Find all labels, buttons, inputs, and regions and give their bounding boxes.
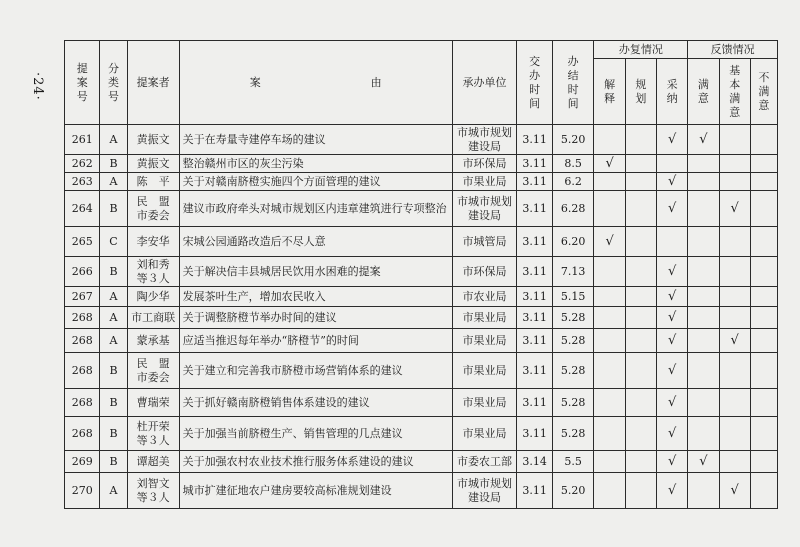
handover-time-cell: 3.11 [517, 173, 552, 191]
completion-time-cell: 8.5 [552, 155, 594, 173]
explain-check [594, 287, 625, 307]
header-feedback-group: 反馈情况 [688, 41, 778, 59]
completion-time-cell: 5.20 [552, 473, 594, 509]
explain-check [594, 191, 625, 227]
adopt-check: √ [657, 287, 688, 307]
proposal-no-cell: 269 [65, 451, 100, 473]
explain-check: √ [594, 155, 625, 173]
subject-cell: 关于建立和完善我市脐橙市场营销体系的建议 [179, 353, 452, 389]
category-cell: B [100, 389, 127, 417]
satisfied-check [688, 257, 719, 287]
satisfied-check [688, 329, 719, 353]
handling-unit-cell: 市城市规划建设局 [452, 473, 517, 509]
proposal-no-cell: 268 [65, 329, 100, 353]
basic-satisfied-check [719, 451, 750, 473]
handling-unit-cell: 市果业局 [452, 307, 517, 329]
adopt-check: √ [657, 329, 688, 353]
page-number: ·24· [30, 72, 45, 101]
handling-unit-cell: 市环保局 [452, 155, 517, 173]
unsatisfied-check [750, 227, 777, 257]
completion-time-cell: 5.5 [552, 451, 594, 473]
unsatisfied-check [750, 329, 777, 353]
category-cell: A [100, 329, 127, 353]
satisfied-check [688, 307, 719, 329]
table-row [65, 473, 778, 509]
category-cell: B [100, 417, 127, 451]
handover-time-cell: 3.11 [517, 329, 552, 353]
unsatisfied-check [750, 155, 777, 173]
table-row [65, 417, 778, 451]
basic-satisfied-check [719, 257, 750, 287]
handling-unit-cell: 市农业局 [452, 287, 517, 307]
category-cell: A [100, 307, 127, 329]
handling-unit-cell: 市环保局 [452, 257, 517, 287]
header-basic-satisfied: 基 本 满 意 [719, 59, 750, 125]
completion-time-cell: 5.28 [552, 329, 594, 353]
table-row [65, 155, 778, 173]
satisfied-check [688, 191, 719, 227]
unsatisfied-check [750, 389, 777, 417]
table-body [65, 125, 778, 509]
satisfied-check [688, 155, 719, 173]
subject-cell: 关于加强农村农业技术推行服务体系建设的建议 [179, 451, 452, 473]
adopt-check [657, 227, 688, 257]
explain-check [594, 329, 625, 353]
adopt-check: √ [657, 257, 688, 287]
handling-unit-cell: 市果业局 [452, 173, 517, 191]
satisfied-check [688, 353, 719, 389]
category-cell: B [100, 353, 127, 389]
proposal-no-cell: 263 [65, 173, 100, 191]
proposal-no-cell: 268 [65, 417, 100, 451]
explain-check [594, 173, 625, 191]
basic-satisfied-check [719, 389, 750, 417]
adopt-check: √ [657, 389, 688, 417]
unsatisfied-check [750, 307, 777, 329]
unsatisfied-check [750, 473, 777, 509]
explain-check [594, 389, 625, 417]
proposer-cell: 民 盟 市委会 [127, 191, 179, 227]
satisfied-check [688, 417, 719, 451]
adopt-check: √ [657, 353, 688, 389]
handover-time-cell: 3.11 [517, 287, 552, 307]
plan-check [625, 417, 656, 451]
subject-cell: 关于解决信丰县城居民饮用水困难的提案 [179, 257, 452, 287]
adopt-check: √ [657, 473, 688, 509]
proposer-cell: 陶少华 [127, 287, 179, 307]
proposer-cell: 陈 平 [127, 173, 179, 191]
subject-cell: 关于抓好赣南脐橙销售体系建设的建议 [179, 389, 452, 417]
completion-time-cell: 5.28 [552, 389, 594, 417]
handover-time-cell: 3.11 [517, 155, 552, 173]
header-handover-time: 交 办 时 间 [517, 41, 552, 125]
handover-time-cell: 3.11 [517, 191, 552, 227]
adopt-check [657, 155, 688, 173]
proposal-no-cell: 264 [65, 191, 100, 227]
proposal-no-cell: 268 [65, 389, 100, 417]
proposer-cell: 民 盟 市委会 [127, 353, 179, 389]
category-cell: B [100, 191, 127, 227]
satisfied-check: √ [688, 451, 719, 473]
completion-time-cell: 5.15 [552, 287, 594, 307]
unsatisfied-check [750, 451, 777, 473]
handling-unit-cell: 市果业局 [452, 389, 517, 417]
handover-time-cell: 3.11 [517, 257, 552, 287]
explain-check [594, 473, 625, 509]
handling-unit-cell: 市果业局 [452, 353, 517, 389]
unsatisfied-check [750, 417, 777, 451]
proposal-no-cell: 268 [65, 307, 100, 329]
header-completion-time: 办 结 时 间 [552, 41, 594, 125]
explain-check [594, 353, 625, 389]
completion-time-cell: 6.20 [552, 227, 594, 257]
satisfied-check [688, 227, 719, 257]
adopt-check: √ [657, 173, 688, 191]
header-explain: 解 释 [594, 59, 625, 125]
plan-check [625, 257, 656, 287]
header-satisfied: 满 意 [688, 59, 719, 125]
explain-check [594, 307, 625, 329]
adopt-check: √ [657, 451, 688, 473]
completion-time-cell: 5.20 [552, 125, 594, 155]
header-adopt: 采 纳 [657, 59, 688, 125]
table-row [65, 307, 778, 329]
adopt-check: √ [657, 417, 688, 451]
handover-time-cell: 3.11 [517, 389, 552, 417]
table-row [65, 287, 778, 307]
explain-check: √ [594, 227, 625, 257]
basic-satisfied-check [719, 173, 750, 191]
completion-time-cell: 5.28 [552, 353, 594, 389]
basic-satisfied-check [719, 287, 750, 307]
proposer-cell: 市工商联 [127, 307, 179, 329]
proposer-cell: 黄振文 [127, 155, 179, 173]
plan-check [625, 155, 656, 173]
category-cell: A [100, 125, 127, 155]
basic-satisfied-check [719, 227, 750, 257]
header-proposer: 提案者 [127, 41, 179, 125]
table-row [65, 227, 778, 257]
completion-time-cell: 5.28 [552, 417, 594, 451]
completion-time-cell: 6.28 [552, 191, 594, 227]
handover-time-cell: 3.11 [517, 307, 552, 329]
handling-unit-cell: 市果业局 [452, 329, 517, 353]
adopt-check: √ [657, 125, 688, 155]
proposer-cell: 刘智文 等３人 [127, 473, 179, 509]
subject-cell: 整治赣州市区的灰尘污染 [179, 155, 452, 173]
proposer-cell: 谭超美 [127, 451, 179, 473]
satisfied-check [688, 473, 719, 509]
table-row [65, 125, 778, 155]
table-row [65, 257, 778, 287]
proposal-no-cell: 268 [65, 353, 100, 389]
category-cell: A [100, 473, 127, 509]
proposal-no-cell: 265 [65, 227, 100, 257]
subject-cell: 关于在寿量寺建停车场的建议 [179, 125, 452, 155]
header-unsatisfied: 不 满 意 [750, 59, 777, 125]
header-subject: 案 由 [179, 41, 452, 125]
subject-cell: 关于调整脐橙节举办时间的建议 [179, 307, 452, 329]
header-plan: 规 划 [625, 59, 656, 125]
unsatisfied-check [750, 191, 777, 227]
unsatisfied-check [750, 287, 777, 307]
plan-check [625, 227, 656, 257]
plan-check [625, 473, 656, 509]
handover-time-cell: 3.11 [517, 417, 552, 451]
proposal-no-cell: 270 [65, 473, 100, 509]
subject-cell: 关于加强当前脐橙生产、销售管理的几点建议 [179, 417, 452, 451]
header-reply-group: 办复情况 [594, 41, 688, 59]
table-row [65, 173, 778, 191]
category-cell: B [100, 155, 127, 173]
handover-time-cell: 3.14 [517, 451, 552, 473]
unsatisfied-check [750, 125, 777, 155]
subject-cell: 建议市政府牵头对城市规划区内违章建筑进行专项整治 [179, 191, 452, 227]
unsatisfied-check [750, 257, 777, 287]
satisfied-check [688, 287, 719, 307]
table-row [65, 191, 778, 227]
plan-check [625, 307, 656, 329]
basic-satisfied-check [719, 417, 750, 451]
adopt-check: √ [657, 307, 688, 329]
plan-check [625, 191, 656, 227]
handover-time-cell: 3.11 [517, 353, 552, 389]
category-cell: C [100, 227, 127, 257]
proposer-cell: 曹瑞荣 [127, 389, 179, 417]
handover-time-cell: 3.11 [517, 473, 552, 509]
basic-satisfied-check: √ [719, 191, 750, 227]
satisfied-check [688, 173, 719, 191]
category-cell: B [100, 451, 127, 473]
satisfied-check [688, 389, 719, 417]
adopt-check: √ [657, 191, 688, 227]
proposer-cell: 刘和秀 等３人 [127, 257, 179, 287]
explain-check [594, 257, 625, 287]
satisfied-check: √ [688, 125, 719, 155]
header-handling-unit: 承办单位 [452, 41, 517, 125]
proposer-cell: 蒙承基 [127, 329, 179, 353]
completion-time-cell: 7.13 [552, 257, 594, 287]
handling-unit-cell: 市果业局 [452, 417, 517, 451]
proposer-cell: 杜开荣 等３人 [127, 417, 179, 451]
handling-unit-cell: 市城市规划建设局 [452, 191, 517, 227]
handling-unit-cell: 市城管局 [452, 227, 517, 257]
basic-satisfied-check [719, 125, 750, 155]
unsatisfied-check [750, 173, 777, 191]
basic-satisfied-check: √ [719, 473, 750, 509]
category-cell: A [100, 287, 127, 307]
completion-time-cell: 5.28 [552, 307, 594, 329]
table-row [65, 329, 778, 353]
table-row [65, 353, 778, 389]
plan-check [625, 451, 656, 473]
basic-satisfied-check [719, 155, 750, 173]
handover-time-cell: 3.11 [517, 227, 552, 257]
proposer-cell: 李安华 [127, 227, 179, 257]
proposal-table [64, 40, 778, 509]
table-row [65, 389, 778, 417]
basic-satisfied-check [719, 353, 750, 389]
header-proposal-no: 提 案 号 [65, 41, 100, 125]
unsatisfied-check [750, 353, 777, 389]
handling-unit-cell: 市城市规划建设局 [452, 125, 517, 155]
completion-time-cell: 6.2 [552, 173, 594, 191]
plan-check [625, 353, 656, 389]
explain-check [594, 125, 625, 155]
subject-cell: 宋城公园通路改造后不尽人意 [179, 227, 452, 257]
basic-satisfied-check [719, 307, 750, 329]
basic-satisfied-check: √ [719, 329, 750, 353]
plan-check [625, 389, 656, 417]
explain-check [594, 417, 625, 451]
plan-check [625, 329, 656, 353]
proposer-cell: 黄振文 [127, 125, 179, 155]
proposal-no-cell: 266 [65, 257, 100, 287]
proposal-no-cell: 261 [65, 125, 100, 155]
proposal-no-cell: 267 [65, 287, 100, 307]
subject-cell: 应适当推迟每年举办“脐橙节”的时间 [179, 329, 452, 353]
table-row [65, 451, 778, 473]
subject-cell: 城市扩建征地农户建房要较高标准规划建设 [179, 473, 452, 509]
plan-check [625, 173, 656, 191]
explain-check [594, 451, 625, 473]
category-cell: B [100, 257, 127, 287]
proposal-no-cell: 262 [65, 155, 100, 173]
category-cell: A [100, 173, 127, 191]
plan-check [625, 125, 656, 155]
subject-cell: 发展茶叶生产，增加农民收入 [179, 287, 452, 307]
header-category: 分 类 号 [100, 41, 127, 125]
subject-cell: 关于对赣南脐橙实施四个方面管理的建议 [179, 173, 452, 191]
handling-unit-cell: 市委农工部 [452, 451, 517, 473]
plan-check [625, 287, 656, 307]
handover-time-cell: 3.11 [517, 125, 552, 155]
